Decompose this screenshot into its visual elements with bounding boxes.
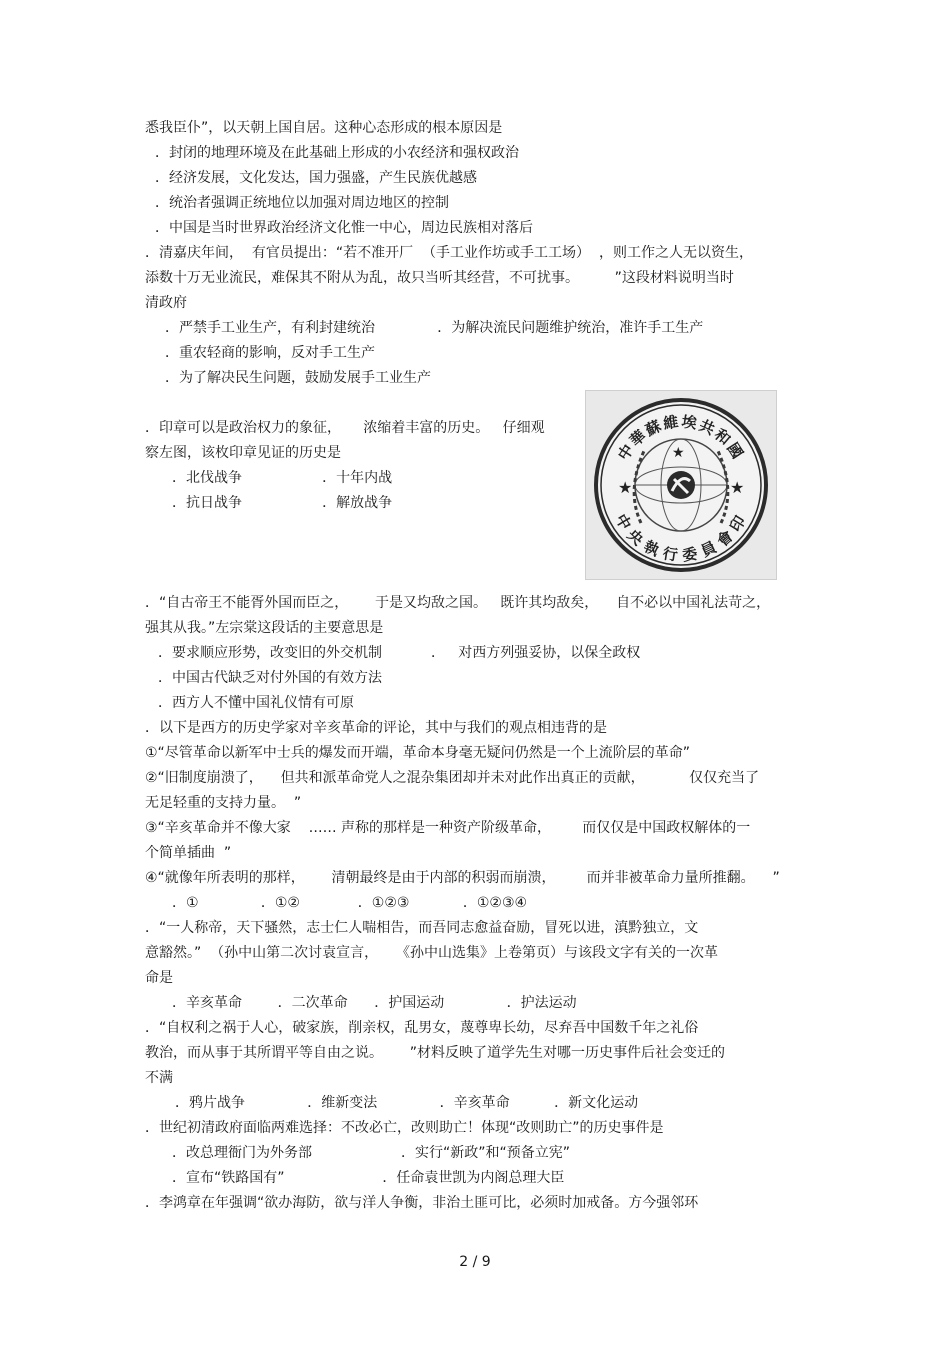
text-line: 强其从我。”左宗棠这段话的主要意思是 bbox=[145, 620, 384, 636]
question-stem: ．以下是西方的历史学家对辛亥革命的评论，其中与我们的观点相违背的是 bbox=[145, 720, 607, 736]
seal-bottom-text: 中央執行委員會印 bbox=[611, 510, 751, 565]
question-stem: ．清嘉庆年间， 有官员提出：“若不准开厂 （手工业作坊或手工工场） ，则工作之人无以资生， bbox=[145, 245, 753, 261]
option-d: ．西方人不懂中国礼仪情有可原 bbox=[158, 695, 354, 711]
question-stem: ．李鸿章在年强调“欲办海防，欲与洋人争衡，非治土匪可比，必须时加戒备。方今强邻环 bbox=[145, 1195, 699, 1211]
option-c: ．重农轻商的影响，反对手工生产 bbox=[165, 345, 375, 361]
svg-text:★: ★ bbox=[618, 478, 633, 497]
option-line: ．改总理衙门为外务部 ．实行“新政”和“预备立宪” bbox=[172, 1145, 571, 1161]
seal-top-text: 中華蘇維埃共和國 bbox=[614, 412, 748, 464]
text-line: 悉我臣仆”，以天朝上国自居。这种心态形成的根本原因是 bbox=[145, 120, 503, 136]
text-line: 添数十万无业流民，难保其不附从为乱，故只当听其经营，不可扰事。 ”这段材料说明当时 bbox=[145, 270, 734, 286]
svg-text:★: ★ bbox=[672, 445, 685, 461]
option-a: ．封闭的地理环境及在此基础上形成的小农经济和强权政治 bbox=[155, 145, 519, 161]
text-line: 命是 bbox=[145, 970, 173, 986]
option-d: ．中国是当时世界政治经济文化惟一中心，周边民族相对落后 bbox=[155, 220, 533, 236]
statement-3: ③“辛亥革命并不像大家 …… 声称的那样是一种资产阶级革命， 而仅仅是中国政权解体的一 bbox=[145, 820, 751, 836]
seal-image bbox=[585, 390, 777, 580]
question-stem: ．“一人称帝，天下骚然，志士仁人喘相告，而吾同志愈益奋励，冒死以进，滇黔独立，文 bbox=[145, 920, 699, 936]
statement-1: ①“尽管革命以新军中士兵的爆发而开端，革命本身毫无疑问仍然是一个上流阶层的革命” bbox=[145, 745, 691, 761]
question-stem: ．世纪初清政府面临两难选择：不改必亡，改则助亡！体现“改则助亡”的历史事件是 bbox=[145, 1120, 664, 1136]
question-stem: ．印章可以是政治权力的象征， 浓缩着丰富的历史。 仔细观 bbox=[145, 420, 545, 436]
text-line: 清政府 bbox=[145, 295, 187, 311]
option-line: ．鸦片战争 ．维新变法 ．辛亥革命 ．新文化运动 bbox=[175, 1095, 639, 1111]
option-c: ．统治者强调正统地位以加强对周边地区的控制 bbox=[155, 195, 449, 211]
option-d: ．为了解决民生问题，鼓励发展手工业生产 bbox=[165, 370, 431, 386]
option-c: ．中国古代缺乏对付外国的有效方法 bbox=[158, 670, 382, 686]
text-line: 察左图，该枚印章见证的历史是 bbox=[145, 445, 341, 461]
option-line: ．宣布“铁路国有” ．任命袁世凯为内阁总理大臣 bbox=[172, 1170, 565, 1186]
option-line: ．北伐战争 ．十年内战 bbox=[172, 470, 393, 486]
text-line: 不满 bbox=[145, 1070, 173, 1086]
option-line: ．严禁手工业生产，有利封建统治 ．为解决流民问题维护统治，准许手工生产 bbox=[165, 320, 704, 336]
text-line: 无足轻重的支持力量。 ” bbox=[145, 795, 302, 811]
option-line: ．辛亥革命 ．二次革命 ．护国运动 ．护法运动 bbox=[172, 995, 577, 1011]
text-line: 教治，而从事于其所谓平等自由之说。 ”材料反映了道学先生对哪一历史事件后社会变迁的 bbox=[145, 1045, 725, 1061]
question-stem: ．“自权利之祸于人心，破家族，削亲权，乱男女，蔑尊卑长幼，尽弃吾中国数千年之礼俗 bbox=[145, 1020, 699, 1036]
option-line: ．抗日战争 ．解放战争 bbox=[172, 495, 393, 511]
svg-text:★: ★ bbox=[730, 478, 745, 497]
statement-4: ④“就像年所表明的那样， 清朝最终是由于内部的积弱而崩溃， 而并非被革命力量所推翻。 ” bbox=[145, 870, 780, 886]
text-line: 个简单插曲 ” bbox=[145, 845, 232, 861]
option-line: ．要求顺应形势，改变旧的外交机制 ． 对西方列强妥协，以保全政权 bbox=[158, 645, 641, 661]
option-line: ．① ．①② ．①②③ ．①②③④ bbox=[172, 895, 528, 911]
seal-graphic bbox=[586, 391, 776, 579]
question-stem: ．“自古帝王不能胥外国而臣之， 于是又均敌之国。 既许其均敌矣， 自不必以中国礼法苛之， bbox=[145, 595, 771, 611]
page-number: 2 / 9 bbox=[459, 1254, 491, 1270]
option-b: ．经济发展，文化发达，国力强盛，产生民族优越感 bbox=[155, 170, 477, 186]
text-line: 意豁然。” （孙中山第二次讨袁宣言， 《孙中山选集》上卷第页）与该段文字有关的一次革 bbox=[145, 945, 718, 961]
statement-2: ②“旧制度崩溃了， 但共和派革命党人之混杂集团却并未对此作出真正的贡献， 仅仅充当了 bbox=[145, 770, 760, 786]
